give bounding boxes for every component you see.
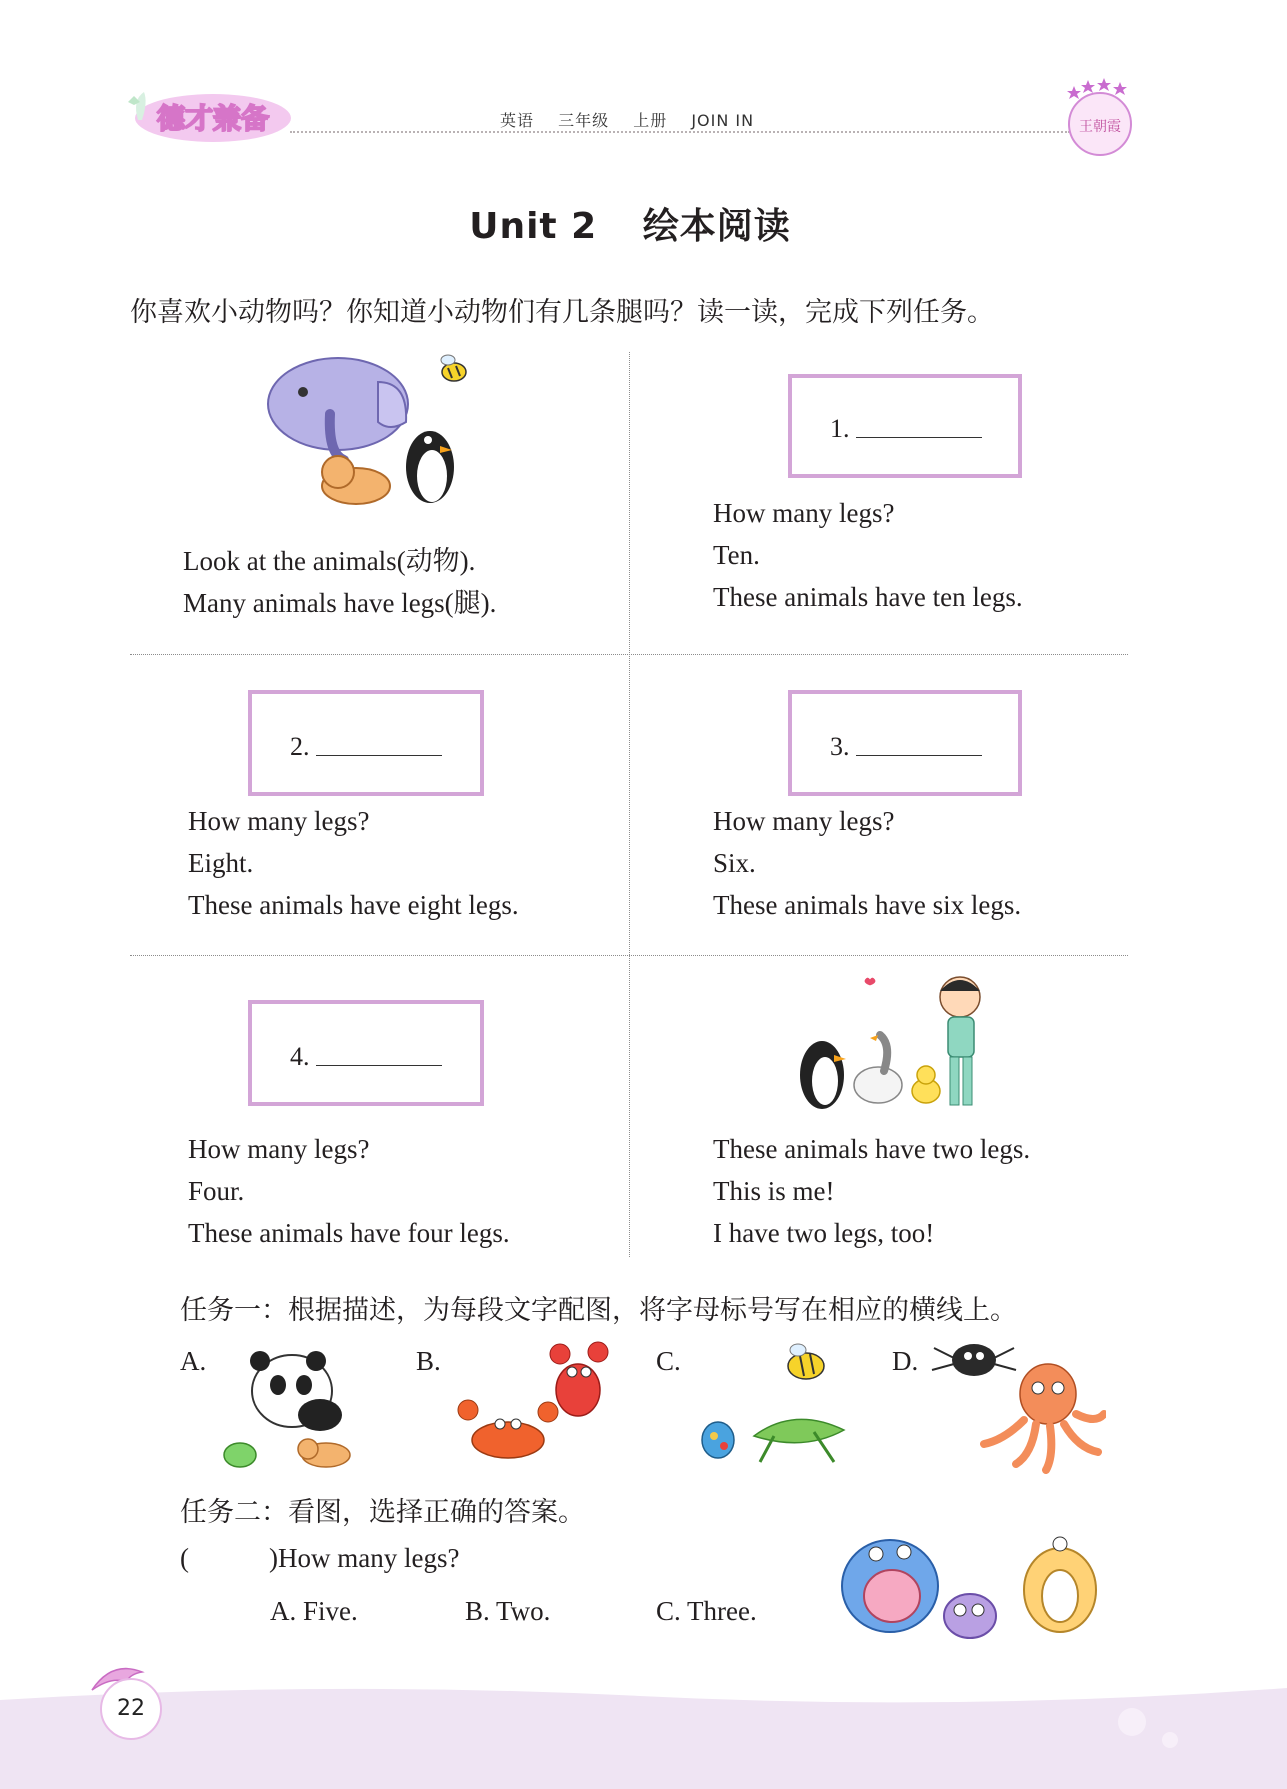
grid-vertical-divider bbox=[629, 352, 630, 1257]
option-c-image-bee-beetle-grasshopper bbox=[694, 1340, 862, 1470]
header-edition: JOIN IN bbox=[691, 111, 755, 130]
answer-paren-close: ) bbox=[269, 1543, 278, 1573]
task2-instruction: 任务二：看图，选择正确的答案。 bbox=[180, 1497, 585, 1527]
panel-2-sentence: These animals have eight legs. bbox=[188, 890, 519, 920]
panel-4-answer: Four. bbox=[188, 1176, 245, 1206]
panel-1-sentence: These animals have ten legs. bbox=[713, 582, 1023, 612]
option-d-label: D. bbox=[892, 1346, 919, 1376]
option-d-image-spider-octopus bbox=[930, 1338, 1106, 1474]
penguin-goose-chick-boy-illustration bbox=[788, 975, 994, 1115]
panel-3-answer: Six. bbox=[713, 848, 756, 878]
intro-question: 你喜欢小动物吗？你知道小动物们有几条腿吗？读一读，完成下列任务。 bbox=[130, 297, 994, 328]
answer-box-3 bbox=[788, 690, 1022, 796]
option-a-image-panda-frog-cat bbox=[216, 1345, 366, 1473]
task2-question: How many legs? bbox=[278, 1543, 460, 1573]
badge-text: 王朝霞 bbox=[1079, 119, 1121, 135]
panel-1-answer: Ten. bbox=[713, 540, 760, 570]
answer-paren-open: ( bbox=[180, 1543, 189, 1573]
task1-instruction: 任务一：根据描述，为每段文字配图，将字母标号写在相应的横线上。 bbox=[180, 1295, 1017, 1325]
panel-5-line1: These animals have two legs. bbox=[713, 1134, 1031, 1164]
brand-logo bbox=[118, 84, 293, 146]
header-rule bbox=[290, 131, 1070, 133]
page-title bbox=[0, 198, 1260, 249]
header-volume: 上册 bbox=[633, 111, 668, 130]
answer-blank-4[interactable] bbox=[316, 1064, 442, 1066]
panel-2-answer: Eight. bbox=[188, 848, 254, 878]
option-b-label: B. bbox=[416, 1346, 441, 1376]
answer-blank-2[interactable] bbox=[316, 754, 442, 756]
intro-panel-line2: Many animals have legs(腿). bbox=[183, 588, 497, 618]
answer-blank-1[interactable] bbox=[856, 436, 982, 438]
page-number: 22 bbox=[100, 1678, 162, 1740]
header-meta bbox=[500, 108, 772, 131]
answer-box-3-label: 3. bbox=[830, 732, 850, 761]
option-b-image-crabs-lobster bbox=[452, 1340, 628, 1472]
panel-3-sentence: These animals have six legs. bbox=[713, 890, 1022, 920]
option-c-label: C. bbox=[656, 1346, 681, 1376]
monsters-illustration bbox=[836, 1530, 1118, 1648]
answer-blank-3[interactable] bbox=[856, 754, 982, 756]
answer-box-4-label: 4. bbox=[290, 1042, 310, 1071]
panel-3-question: How many legs? bbox=[713, 806, 895, 836]
elephant-cat-penguin-bee-illustration bbox=[258, 352, 474, 512]
panel-4-question: How many legs? bbox=[188, 1134, 370, 1164]
answer-box-2-label: 2. bbox=[290, 732, 310, 761]
panel-2-text bbox=[188, 800, 519, 926]
header-subject: 英语 bbox=[500, 111, 535, 130]
choice-b: B. Two. bbox=[465, 1596, 551, 1626]
panel-5-text bbox=[713, 1128, 1030, 1254]
panel-1-question: How many legs? bbox=[713, 498, 895, 528]
panel-4-sentence: These animals have four legs. bbox=[188, 1218, 510, 1248]
answer-box-1-label: 1. bbox=[830, 414, 850, 443]
intro-panel-line1: Look at the animals(动物). bbox=[183, 546, 476, 576]
grid-divider-1 bbox=[130, 654, 1128, 655]
answer-box-1 bbox=[788, 374, 1022, 478]
unit-topic: 绘本阅读 bbox=[642, 206, 791, 247]
grid-divider-2 bbox=[130, 955, 1128, 956]
answer-box-2 bbox=[248, 690, 484, 796]
footer-band bbox=[0, 1680, 1287, 1789]
choice-a: A. Five. bbox=[270, 1596, 358, 1626]
panel-5-line2: This is me! bbox=[713, 1176, 835, 1206]
brand-logo-text: 德才兼备 bbox=[156, 102, 270, 135]
panel-1-text bbox=[713, 492, 1023, 618]
task2-question-row bbox=[180, 1543, 459, 1574]
unit-label: Unit 2 bbox=[469, 206, 598, 247]
intro-panel-text bbox=[183, 540, 496, 624]
panel-3-text bbox=[713, 800, 1021, 926]
panel-4-text bbox=[188, 1128, 510, 1254]
header-grade: 三年级 bbox=[558, 111, 610, 130]
answer-box-4 bbox=[248, 1000, 484, 1106]
option-a-label: A. bbox=[180, 1346, 207, 1376]
publisher-badge bbox=[1060, 76, 1140, 162]
panel-2-question: How many legs? bbox=[188, 806, 370, 836]
panel-5-line3: I have two legs, too! bbox=[713, 1218, 935, 1248]
choice-c: C. Three. bbox=[656, 1596, 757, 1626]
